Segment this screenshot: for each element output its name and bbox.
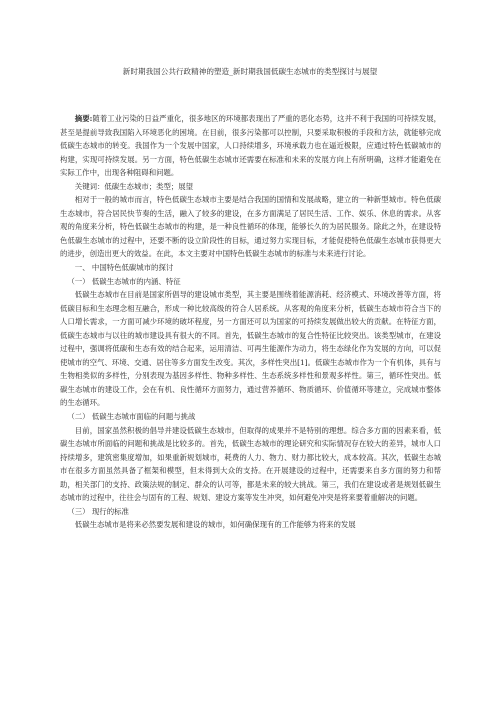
abstract-text: 随着工业污染的日益严重化，很多地区的环境都表现出了严重的恶化态势，这并不利于我国的可持续发展，甚至是提前导致我国陷入环境恶化的困境。在目前，很多污染都可以控制，只要采取积极的手段和方法，就能够完成低碳生态城市的转变。我国作为一个发展中国家，人口持续增多，环境承载力也在逼近极限，应通过特色低碳城市的构建，实现可持续发展。另一方面，特色低碳生态城市还需要在标准和未来的发展方向上有所明确，这样才能避免在实际工作中，出现各种阻碍和问题。 bbox=[60, 114, 441, 178]
subsection-heading-3: （三） 现行的标准 bbox=[67, 506, 129, 516]
keywords: 关键词：低碳生态城市；类型；展望 bbox=[74, 181, 194, 191]
body-paragraph-2: 目前，国家虽然积极的倡导并建设低碳生态城市，但取得的成果并不是特别的理想。综合多方面的因素来看，低碳生态城市所面临的问题和挑战是比较多的。首先，低碳生态城市的理论研究和实际情况存在较大的差异，城市人口持续增多，建筑密集度增加，如果重新规划城市，耗费的人力、物力、财力都比较大，成本较高。其次，低碳生态城市在很多方面虽然具备了框架和模型，但未得到大众的支持。在开展建设的过程中，还需要来自多方面的努力和帮助，相关部门的支持、政策法规的制定、群众的认可等，都是未来的较大挑战。第三，我们在建设或者是规划低碳生态城市的过程中，往往会与固有的工程、规划、建设方案等发生冲突，如何避免冲突是将来要着重解决的问题。 bbox=[60, 425, 441, 503]
document-title: 新时期我国公共行政精神的塑造_新时期我国低碳生态城市的类型探讨与展望 bbox=[122, 67, 378, 76]
subsection-heading-1: （一） 低碳生态城市的内涵、特征 bbox=[67, 276, 181, 286]
document-body bbox=[60, 112, 441, 532]
intro-paragraph: 相对于一般的城市而言，特色低碳生态城市主要是结合我国的国情和发展战略，建立的一种新型城市。特色低碳生态城市，符合居民快节奏的生活，融入了较多的建设，在多方面满足了居民生活、工作、娱乐、休息的需求。从客观的角度来分析，特色低碳生态城市的构建，是一种良性循环的体现，能够长久的为居民服务。除此之外，在建设特色低碳生态城市的过程中，还要不断的设立阶段性的目标，通过努力实现目标，才能促使特色低碳生态城市获得更大的进步，创造出更大的效益。在此，本文主要对中国特色低碳生态城市的标准与未来进行讨论。 bbox=[60, 195, 441, 259]
body-paragraph-3: 低碳生态城市是将来必然要发展和建设的城市，如何确保现有的工作能够为将来的发展 bbox=[74, 520, 356, 530]
abstract-label: 摘要: bbox=[74, 114, 93, 123]
section-heading-1: 一、 中国特色低碳城市的探讨 bbox=[74, 263, 174, 273]
body-paragraph-1: 低碳生态城市在目前是国家所倡导的建设城市类型，其主要是围绕着能源消耗、经济模式、环境改善等方面，将低碳目标和生态理念相互融合，形成一种比较高级的符合人居系统。从客观的角度来分析，低碳生态城市符合当下的人口增长需求，一方面可减少环境的破坏程度，另一方面还可以为国家的可持续发展做出较大的贡献。在特征方面，低碳生态城市与以往的城市建设具有很大的不同。首先，低碳生态城市的复合性特征比较突出。该类型城市，在建设过程中，强调将低碳和生态有效的结合起来，运用清洁、可再生能源作为动力，将生态绿化作为发展的方向，可以促使城市的空气、环境、交通、居住等多方面发生改变。其次，多样性突出[1]。低碳生态城市作为一个有机体，具有与生物相类似的多样性，分别表现为基因多样性、物种多样性、生态系统多样性和景观多样性。第三，循环性突出。低碳生态城市的建设工作，会在有机、良性循环方面努力，通过营养循环、物质循环、价值循环等建立，完成城市整体的生态循环。 bbox=[60, 290, 441, 408]
abstract-paragraph bbox=[60, 112, 441, 180]
subsection-heading-2: （二） 低碳生态城市面临的问题与挑战 bbox=[67, 412, 196, 422]
